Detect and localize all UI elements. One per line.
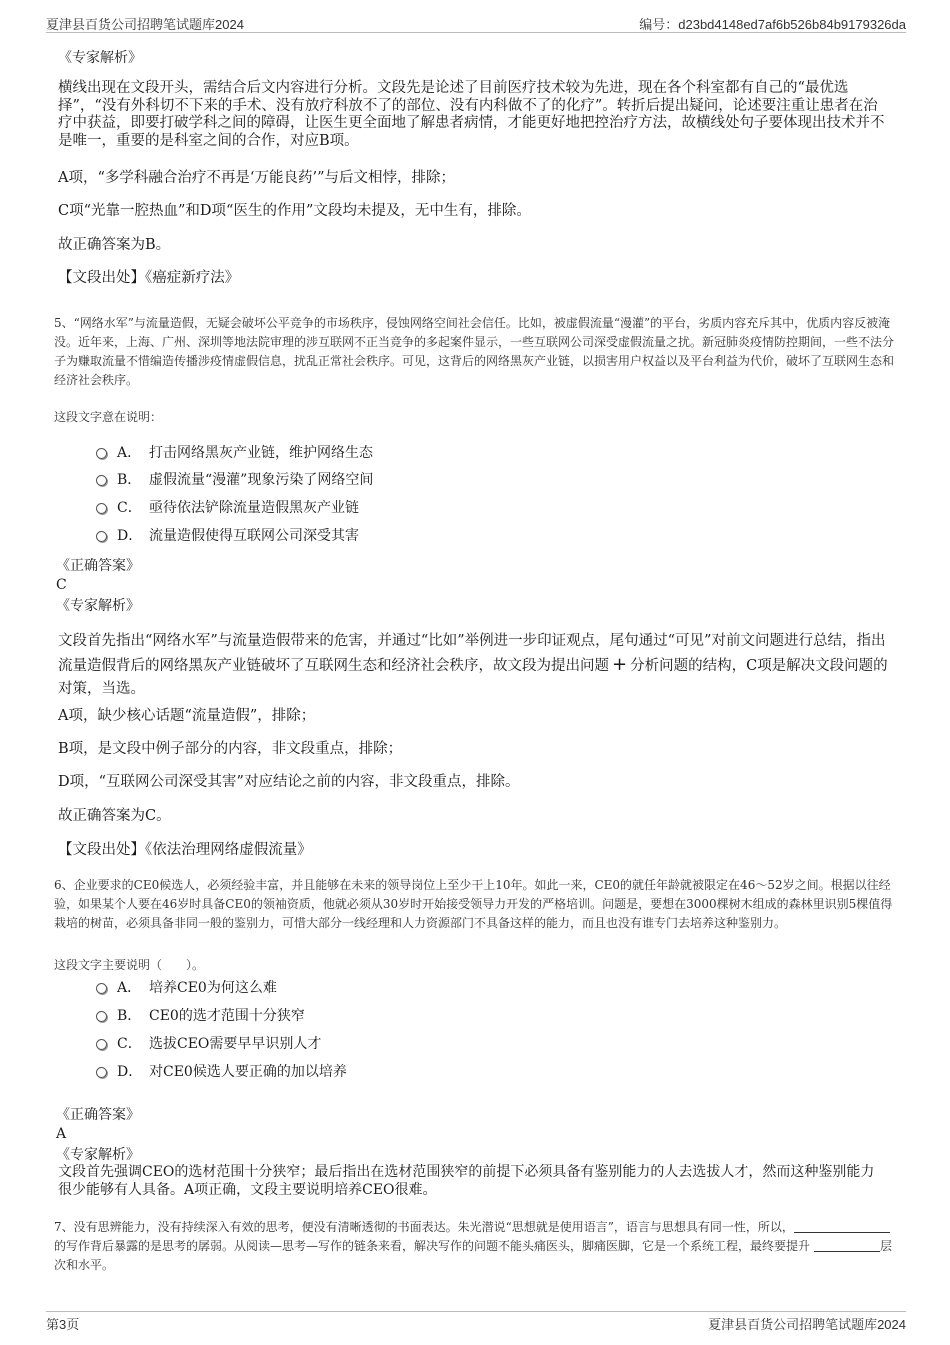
q5-prompt: 这段文字意在说明： bbox=[54, 410, 163, 424]
q6-answer-title: 《正确答案》 bbox=[56, 1107, 140, 1123]
q5-answer: C bbox=[56, 577, 67, 593]
q5-option-b-text: 虚假流量“漫灌”现象污染了网络空间 bbox=[149, 472, 374, 488]
q6-analysis: 文段首先强调CEO的选材范围十分狭窄；最后指出在选材范围狭窄的前提下必须具备有鉴别能力的人去选拔人才，然而这种鉴别能力很少能够有人具备。A项正确，文段主要说明培养CEO很难。 bbox=[58, 1164, 875, 1198]
header-divider bbox=[46, 32, 906, 33]
header-title: 夏津县百货公司招聘笔试题库2024 bbox=[46, 17, 244, 32]
q5-option-c-letter: C． bbox=[117, 500, 142, 516]
q5-analysis-part2: 分析问题的结构，C项是解决文段问题的对策，当选。 bbox=[58, 658, 888, 697]
q5-option-a-note: A项，缺少核心话题“流量造假”，排除； bbox=[58, 708, 316, 724]
header-code-value: d23bd4148ed7af6b526b84b9179326da bbox=[678, 17, 906, 32]
q5-expert-title: 《专家解析》 bbox=[56, 598, 140, 614]
q5-analysis-part1: 文段首先指出“网络水军”与流量造假带来的危害，并通过“比如”举例进一步印证观点，尾句通过“可见”对前文问题进行总结，指出流量造假背后的网络黑灰产业链破坏了互联网生态和经济社会秩序，故文段为提出问题 bbox=[58, 633, 886, 674]
q6-option-b[interactable] bbox=[96, 1007, 305, 1025]
radio-icon[interactable] bbox=[96, 475, 107, 486]
q6-option-a[interactable] bbox=[96, 979, 277, 997]
q5-text: 5、“网络水军”与流量造假，无疑会破坏公平竞争的市场秩序，侵蚀网络空间社会信任。比如，被虚假流量“漫灌”的平台，劣质内容充斥其中，优质内容反被淹没。近年来，上海、广州、深圳等地法院审理的涉互联网不正当竞争的多起案件显示，一些互联网公司深受虚假流量之扰。新冠肺炎疫情防控期间，一些不法分子为赚取流量不惜编造传播涉疫情虚假信息，扰乱正常社会秩序。可见，这背后的网络黑灰产业链，以损害用户权益以及平台利益为代价，破坏了互联网生态和经济社会秩序。 bbox=[54, 316, 895, 387]
q6-prompt: 这段文字主要说明（ ）。 bbox=[54, 958, 205, 972]
page-footer bbox=[46, 1314, 906, 1332]
radio-icon[interactable] bbox=[96, 1067, 107, 1078]
q6-option-a-text: 培养CE0为何这么难 bbox=[149, 980, 277, 996]
q6-option-a-letter: A． bbox=[117, 980, 142, 996]
header-code bbox=[639, 14, 906, 33]
q7-text-part2: 的写作背后暴露的是思考的孱弱。从阅读—思考—写作的链条来看，解决写作的问题不能头痛医头，脚痛医脚，它是一个系统工程，最终要提升 bbox=[54, 1239, 811, 1253]
q6-text: 6、企业要求的CE0候选人，必须经验丰富，并且能够在未来的领导岗位上至少干上10年。如此一来，CE0的就任年龄就被限定在46～52岁之间。根据以往经验，如果某个人要在46岁时具备CE0的领袖资质，他就必须从30岁时开始接受领导力开发的严格培训。问题是，要想在3000棵树木组成的森林里识别5棵值得栽培的树苗，必须具备非同一般的鉴别力，可惜大部分一线经理和人力资源部门不具备这样的能力，而且也没有谁专门去培养这种鉴别力。 bbox=[54, 878, 893, 930]
q6-option-b-letter: B． bbox=[117, 1008, 142, 1024]
radio-icon[interactable] bbox=[96, 531, 107, 542]
q6-option-c-text: 选拔CEO需要早早识别人才 bbox=[149, 1036, 322, 1052]
footer-page-number: 第3页 bbox=[46, 1317, 80, 1332]
q6-option-c[interactable] bbox=[96, 1035, 321, 1053]
q6-answer: A bbox=[56, 1126, 67, 1142]
q7-blank-1[interactable] bbox=[794, 1220, 890, 1233]
q5-option-a[interactable] bbox=[96, 444, 373, 462]
q4-conclusion: 故正确答案为B。 bbox=[58, 237, 171, 253]
q6-option-d-text: 对CE0候选人要正确的加以培养 bbox=[149, 1064, 347, 1080]
q5-option-b-letter: B． bbox=[117, 472, 142, 488]
q6-option-b-text: CE0的选才范围十分狭窄 bbox=[149, 1008, 305, 1024]
q7-text-part3: 层次和水平。 bbox=[54, 1239, 893, 1272]
q5-option-d-letter: D． bbox=[117, 528, 143, 544]
q4-source: 【文段出处】《癌症新疗法》 bbox=[58, 270, 240, 286]
radio-icon[interactable] bbox=[96, 983, 107, 994]
q5-option-a-text: 打击网络黑灰产业链，维护网络生态 bbox=[149, 445, 373, 461]
q7-text bbox=[54, 1218, 894, 1275]
q5-option-c-text: 亟待依法铲除流量造假黑灰产业链 bbox=[149, 500, 359, 516]
q5-option-c[interactable] bbox=[96, 499, 359, 517]
q5-option-b-note: B项，是文段中例子部分的内容，非文段重点，排除； bbox=[58, 741, 403, 757]
q5-analysis bbox=[58, 630, 888, 701]
q6-option-d-letter: D． bbox=[117, 1064, 143, 1080]
footer-divider bbox=[46, 1311, 906, 1312]
radio-icon[interactable] bbox=[96, 1039, 107, 1050]
q5-option-d[interactable] bbox=[96, 527, 359, 545]
q6-option-c-letter: C． bbox=[117, 1036, 142, 1052]
header-code-label: 编号： bbox=[639, 17, 679, 32]
q6-option-d[interactable] bbox=[96, 1063, 347, 1081]
q7-text-part1: 7、没有思辨能力，没有持续深入有效的思考，便没有清晰透彻的书面表达。朱光潜说“思想就是使用语言”，语言与思想具有同一性，所以， bbox=[54, 1220, 794, 1234]
q5-option-d-text: 流量造假使得互联网公司深受其害 bbox=[149, 528, 359, 544]
radio-icon[interactable] bbox=[96, 1011, 107, 1022]
q4-option-a-note: A项，“多学科融合治疗不再是‘万能良药’”与后文相悖，排除； bbox=[58, 170, 456, 186]
q6-expert-title: 《专家解析》 bbox=[56, 1147, 140, 1163]
page-header bbox=[46, 14, 906, 32]
q5-analysis-plus: + bbox=[612, 654, 628, 675]
q4-expert-title: 《专家解析》 bbox=[58, 50, 142, 66]
footer-title: 夏津县百货公司招聘笔试题库2024 bbox=[708, 1317, 906, 1332]
radio-icon[interactable] bbox=[96, 503, 107, 514]
q5-option-a-letter: A． bbox=[117, 445, 142, 461]
radio-icon[interactable] bbox=[96, 448, 107, 459]
q5-option-d-note: D项，“互联网公司深受其害”对应结论之前的内容，非文段重点，排除。 bbox=[58, 774, 520, 790]
q4-option-cd-note: C项“光靠一腔热血”和D项“医生的作用”文段均未提及，无中生有，排除。 bbox=[58, 203, 531, 219]
q7-blank-2[interactable] bbox=[814, 1239, 880, 1252]
q4-analysis: 横线出现在文段开头，需结合后文内容进行分析。文段先是论述了目前医疗技术较为先进，现在各个科室都有自己的“最优选择”，“没有外科切不下来的手术、没有放疗科放不了的部位、没有内科做不了的化疗”。转折后提出疑问，论述要注重让患者在治疗中获益，即要打破学科之间的障碍，让医生更全面地了解患者病情，才能更好地把控治疗方法，故横线处句子要体现出技术并不是唯一，重要的是科室之间的合作，对应B项。 bbox=[58, 80, 885, 149]
q5-conclusion: 故正确答案为C。 bbox=[58, 808, 171, 824]
q5-answer-title: 《正确答案》 bbox=[56, 558, 140, 574]
q5-option-b[interactable] bbox=[96, 471, 373, 489]
q5-source: 【文段出处】《依法治理网络虚假流量》 bbox=[58, 842, 312, 858]
